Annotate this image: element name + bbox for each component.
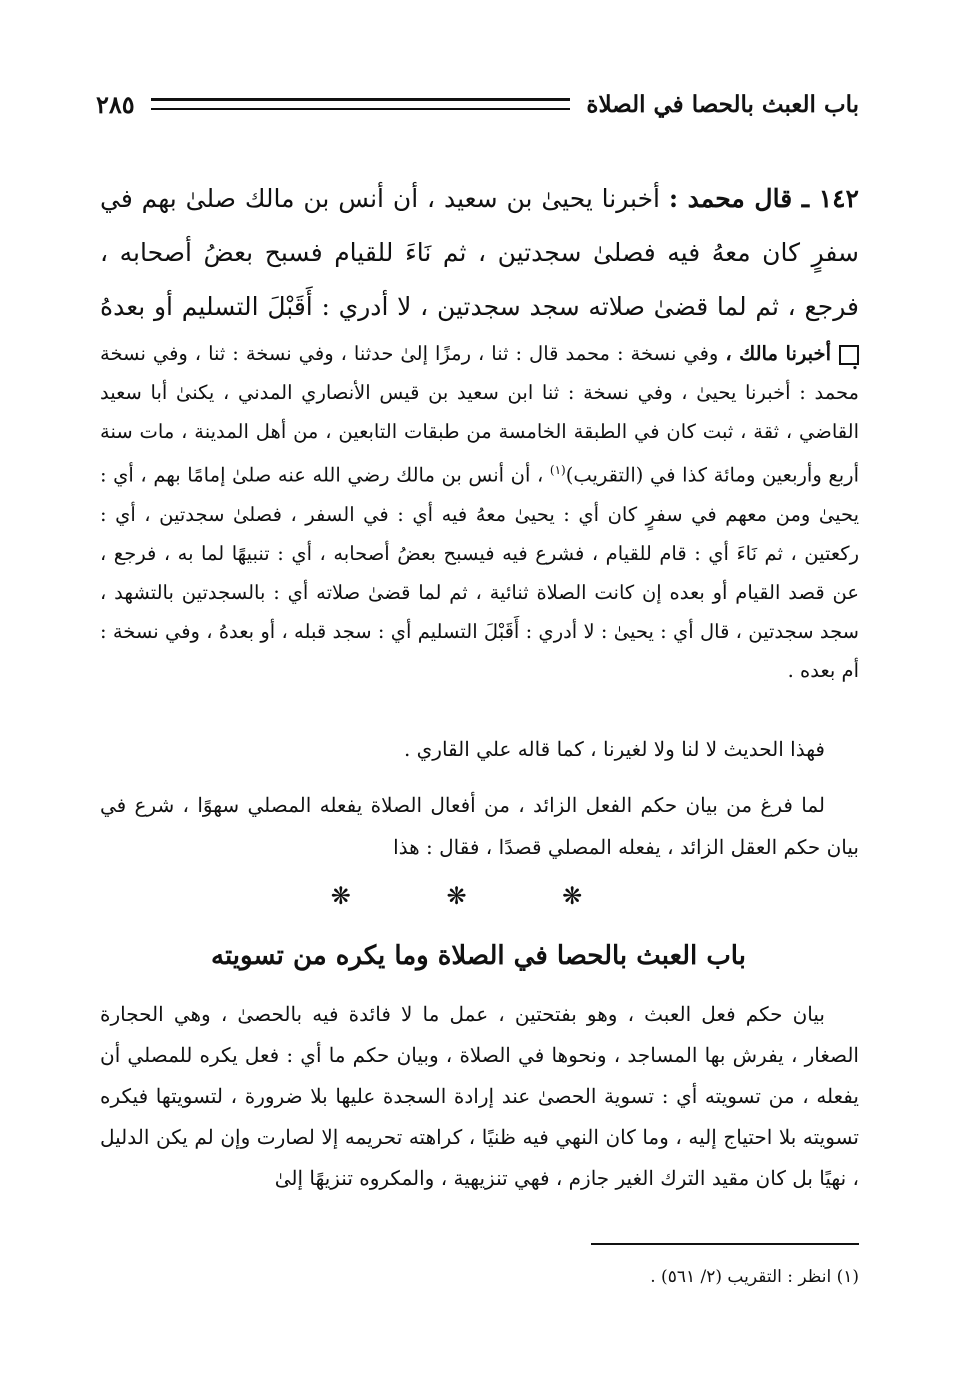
commentary-body-b: ، أن أنس بن مالك رضي الله عنه صلىٰ إمامًا بهم ، أي : يحيىٰ ومن معهم في سفرٍ كان أي : يحيىٰ معهُ فيه أي : في السفر ، فصلىٰ سجدتين ، أي : ركعتين ، ثم نَاءَ أي : قام للقيام ، فشرع فيه فيسبح بعضُ أصحابه ، أي : تنبيهًا لما به ، فرجع ، عن قصد القيام أو بعده إن كانت الصلاة ثنائية ، ثم لما قضىٰ صلاته أي : بالسجدتين بالتشهد ، سجد سجدتين ، قال أي : يحيىٰ : لا أدري : أَقَبْلَ التسليم أي : سجد قبله ، أو بعدهُ ، وفي نسخة : أم بعده . (100, 463, 859, 682)
page-number: ٢٨٥ (96, 89, 135, 119)
footnote-rule (591, 1243, 859, 1245)
commentary-text (100, 334, 859, 690)
running-header (96, 84, 859, 124)
chapter-title: باب العبث بالحصا في الصلاة وما يكره من تسويته (211, 941, 746, 971)
square-icon (839, 345, 859, 365)
header-title: باب العبث بالحصا في الصلاة (586, 90, 859, 118)
commentary-body-a: وفي نسخة : محمد قال : ثنا ، رمزًا إلىٰ حدثنا ، وفي نسخة : ثنا ، وفي نسخة محمد : أخبرنا يحيىٰ ، وفي نسخة : ثنا ابن سعيد بن قيس الأنصاري المدني ، يكنىٰ أبا سعيد القاضي ، ثقة ، ثبت كان في الطبقة الخامسة من طبقات التابعين ، من أهل المدينة ، مات سنة أربع وأربعين ومائة كذا في (التقريب) (100, 342, 859, 487)
paragraph-conclusion: فهذا الحديث لا لنا ولا لغيرنا ، كما قاله علي القاري . (403, 737, 825, 761)
hadith-body: أخبرنا يحيىٰ بن سعيد ، أن أنس بن مالك صلىٰ بهم في سفرٍ كان معهُ فيه فصلىٰ سجدتين ، ثم نَاءَ للقيام فسبح بعضُ أصحابه ، فرجع ، ثم لما قضىٰ صلاته سجد سجدتين ، لا أدري : أَقَبْلَ التسليم أو بعدهُ . (100, 184, 859, 375)
footnote: (١) انظر : التقريب (٢/ ٥٦١) . (650, 1267, 859, 1287)
chapter-body: بيان حكم فعل العبث ، وهو بفتحتين ، عمل ما لا فائدة فيه بالحصىٰ ، وهي الحجارة الصغار ، يفرش بها المساجد ، ونحوها في الصلاة ، وبيان حكم ما أي : فعل يكره للمصلي أن يفعله ، من تسويته أي : تسوية الحصىٰ عند إرادة السجدة عليها بلا ضرورة ، لتسويتها فيكره تسويته بلا احتياج إليه ، وما كان النهي فيه ظنيًا ، كراهته تحريمه إلا لصارت وإن لم يكن الدليل ، نهيًا بل كان مقيد الترك الغير جازم ، فهي تنزيهية ، والمكروه تنزيهًا إلىٰ (100, 1002, 859, 1190)
header-rule (151, 98, 571, 110)
hadith-lead: ١٤٢ ـ قال محمد : (668, 184, 859, 213)
section-separator: ❋ ❋ ❋ (330, 882, 627, 910)
paragraph-transition: لما فرغ من بيان حكم الفعل الزائد ، من أفعال الصلاة يفعله المصلي سهوًا ، شرع في بيان حكم العقل الزائد ، يفعله المصلي قصدًا ، فقال : هذا (100, 793, 859, 859)
commentary-lead: أخبرنا مالك ، (725, 342, 831, 365)
footnote-reference: (١) (549, 463, 566, 477)
